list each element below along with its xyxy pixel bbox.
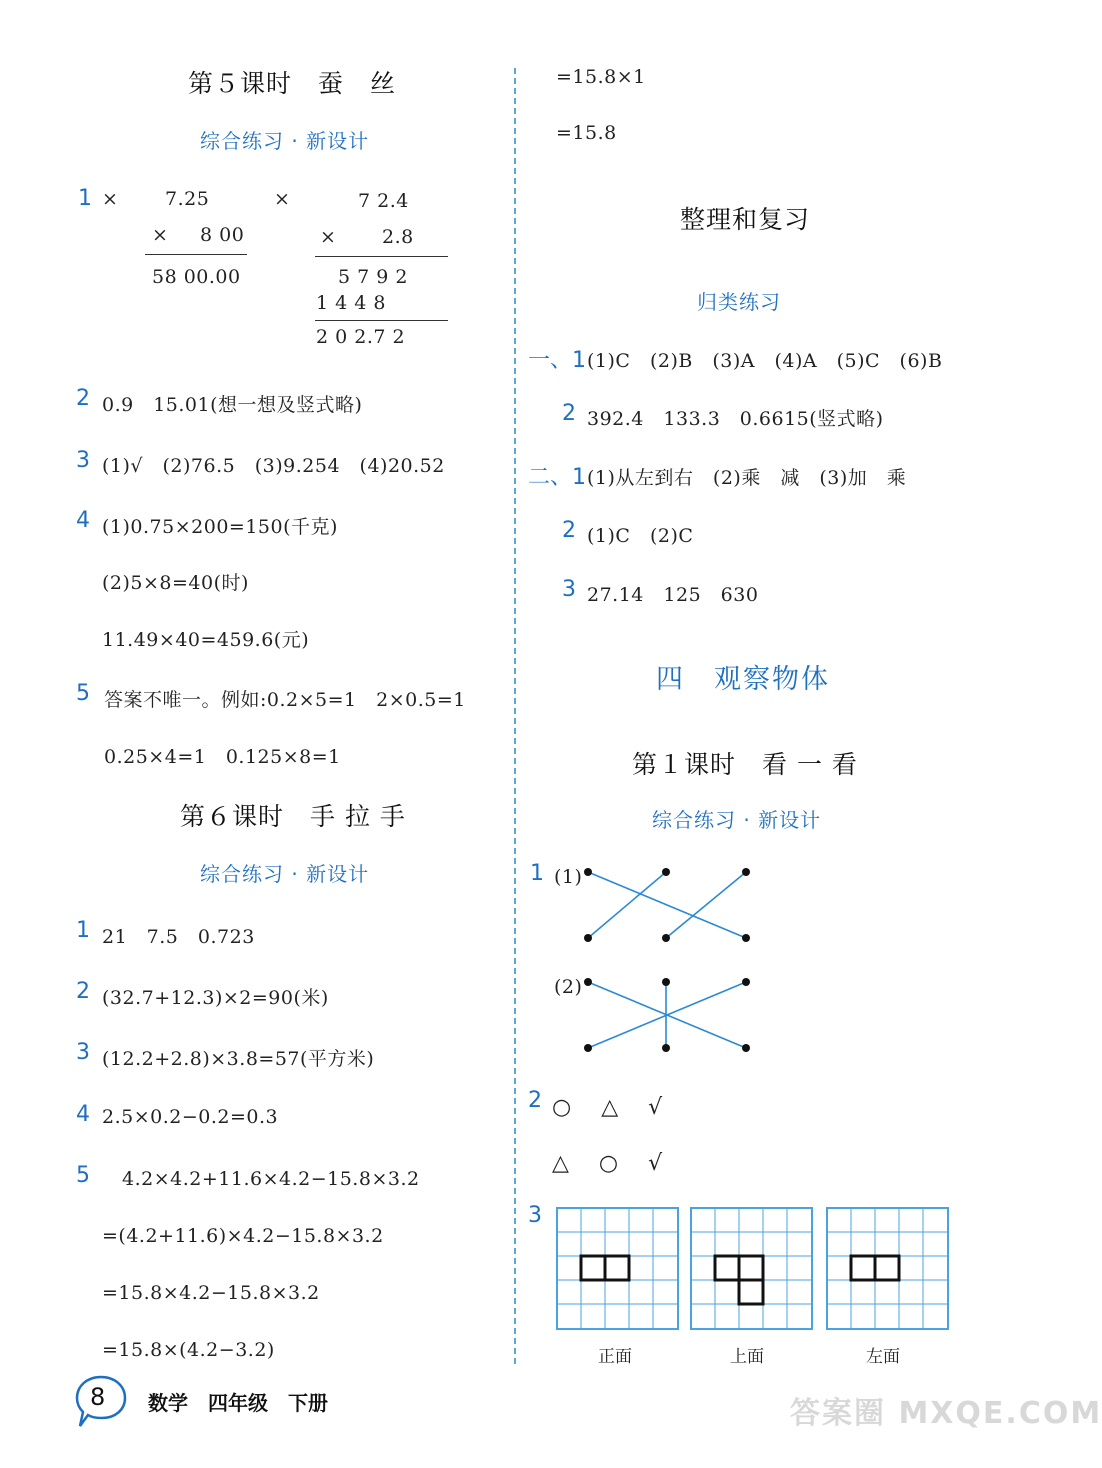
matching-dot xyxy=(662,978,670,986)
answer-symbols: △ ○ √ xyxy=(552,1151,667,1176)
answer-text: 0.25×4=1 0.125×8=1 xyxy=(104,746,341,768)
answer-text: (1)C (2)C xyxy=(587,525,694,547)
grid-view-top xyxy=(690,1207,814,1331)
vertical-calc-multiplier: 2.8 xyxy=(382,226,414,248)
answer-text: 11.49×40=459.6(元) xyxy=(102,629,310,651)
question-number: 2 xyxy=(562,401,576,426)
answer-text: (12.2+2.8)×3.8=57(平方米) xyxy=(102,1048,375,1070)
vertical-calc-operator: × xyxy=(152,224,169,246)
vertical-calc-line xyxy=(145,254,247,255)
question-number: 3 xyxy=(528,1203,542,1228)
lesson1-subtitle: 综合练习 · 新设计 xyxy=(652,808,822,832)
answer-text: =15.8×1 xyxy=(556,66,646,88)
question-number: 3 xyxy=(562,577,576,602)
lesson6-subtitle: 综合练习 · 新设计 xyxy=(200,862,370,886)
matching-diagram xyxy=(570,860,770,1060)
matching-dot xyxy=(742,1044,750,1052)
question-number: 5 xyxy=(76,1163,90,1188)
matching-dot xyxy=(584,868,592,876)
question-number: 4 xyxy=(76,1102,90,1127)
answer-text: 4.2×4.2+11.6×4.2−15.8×3.2 xyxy=(122,1168,420,1190)
matching-dot xyxy=(662,934,670,942)
answer-text: =15.8 xyxy=(556,122,617,144)
answer-text: =15.8×(4.2−3.2) xyxy=(102,1339,275,1361)
view-label-left: 左面 xyxy=(866,1347,900,1367)
matching-dot xyxy=(584,1044,592,1052)
answer-text: 27.14 125 630 xyxy=(587,584,759,606)
vertical-calc-operator: × xyxy=(320,226,337,248)
column-divider xyxy=(514,68,516,1364)
vertical-calc-line xyxy=(315,256,448,257)
vertical-calc-line xyxy=(315,320,448,321)
question-number: 一、1 xyxy=(528,348,586,373)
question-number: 4 xyxy=(76,508,90,533)
matching-dot xyxy=(742,978,750,986)
question-number: 2 xyxy=(562,518,576,543)
answer-text: (32.7+12.3)×2=90(米) xyxy=(102,987,329,1009)
vertical-calc-result: 2 0 2.7 2 xyxy=(316,326,406,348)
question-number: 2 xyxy=(76,979,90,1004)
answer-text: 答案不唯一。例如:0.2×5=1 2×0.5=1 xyxy=(104,689,466,711)
lesson5-title: 第５课时 蚕 丝 xyxy=(188,69,397,98)
part-label: (2) xyxy=(554,976,583,998)
answer-text: (2)5×8=40(时) xyxy=(102,572,249,594)
wrong-mark: × xyxy=(102,188,119,210)
vertical-calc-partial: 1 4 4 8 xyxy=(316,292,386,314)
wrong-mark: × xyxy=(274,188,291,210)
matching-dot xyxy=(742,868,750,876)
matching-dot xyxy=(584,934,592,942)
answer-text: (1)从左到右 (2)乘 减 (3)加 乘 xyxy=(587,467,907,489)
matching-dot xyxy=(584,978,592,986)
matching-dot xyxy=(662,868,670,876)
part-label: (1) xyxy=(554,866,583,888)
answer-text: 0.9 15.01(想一想及竖式略) xyxy=(102,394,363,416)
question-number: 1 xyxy=(76,918,90,943)
lesson6-title: 第６课时 手 拉 手 xyxy=(180,802,406,831)
vertical-calc-result: 58 00.00 xyxy=(152,266,241,288)
grid-view-front xyxy=(556,1207,680,1331)
answer-text: =15.8×4.2−15.8×3.2 xyxy=(102,1282,320,1304)
question-number: 2 xyxy=(528,1088,542,1113)
review-subtitle: 归类练习 xyxy=(697,290,781,314)
question-number: 1 xyxy=(530,861,544,886)
vertical-calc-multiplier: 8 00 xyxy=(200,224,245,246)
answer-text: =(4.2+11.6)×4.2−15.8×3.2 xyxy=(102,1225,384,1247)
vertical-calc-multiplicand: 7.25 xyxy=(165,188,210,210)
lesson1-title: 第１课时 看 一 看 xyxy=(632,750,858,779)
question-number: 3 xyxy=(76,448,90,473)
matching-dot xyxy=(742,934,750,942)
answer-symbols: ○ △ √ xyxy=(552,1095,667,1120)
lesson5-subtitle: 综合练习 · 新设计 xyxy=(200,129,370,153)
answer-text: (1)0.75×200=150(千克) xyxy=(102,516,338,538)
view-label-top: 上面 xyxy=(730,1347,764,1367)
question-number: 3 xyxy=(76,1040,90,1065)
book-info: 数学 四年级 下册 xyxy=(148,1391,328,1415)
question-number: 二、1 xyxy=(528,465,586,490)
question-number: 2 xyxy=(76,386,90,411)
answer-text: (1)C (2)B (3)A (4)A (5)C (6)B xyxy=(587,350,943,372)
answer-text: 392.4 133.3 0.6615(竖式略) xyxy=(587,408,884,430)
watermark: 答案圈 MXQE.COM xyxy=(790,1396,1102,1431)
page-number: 8 xyxy=(90,1383,106,1411)
matching-line xyxy=(588,872,666,938)
answer-text: 21 7.5 0.723 xyxy=(102,926,255,948)
question-number: 5 xyxy=(76,681,90,706)
answer-text: 2.5×0.2−0.2=0.3 xyxy=(102,1106,279,1128)
review-title: 整理和复习 xyxy=(680,205,811,234)
question-number: 1 xyxy=(78,186,92,211)
matching-dot xyxy=(662,1044,670,1052)
answer-text: (1)√ (2)76.5 (3)9.254 (4)20.52 xyxy=(102,455,445,477)
matching-line xyxy=(666,872,746,938)
matching-line xyxy=(588,872,746,938)
vertical-calc-partial: 5 7 9 2 xyxy=(338,266,408,288)
unit-title: 四 观察物体 xyxy=(656,664,830,695)
view-label-front: 正面 xyxy=(598,1347,632,1367)
vertical-calc-multiplicand: 7 2.4 xyxy=(358,190,409,212)
grid-view-left xyxy=(826,1207,950,1331)
